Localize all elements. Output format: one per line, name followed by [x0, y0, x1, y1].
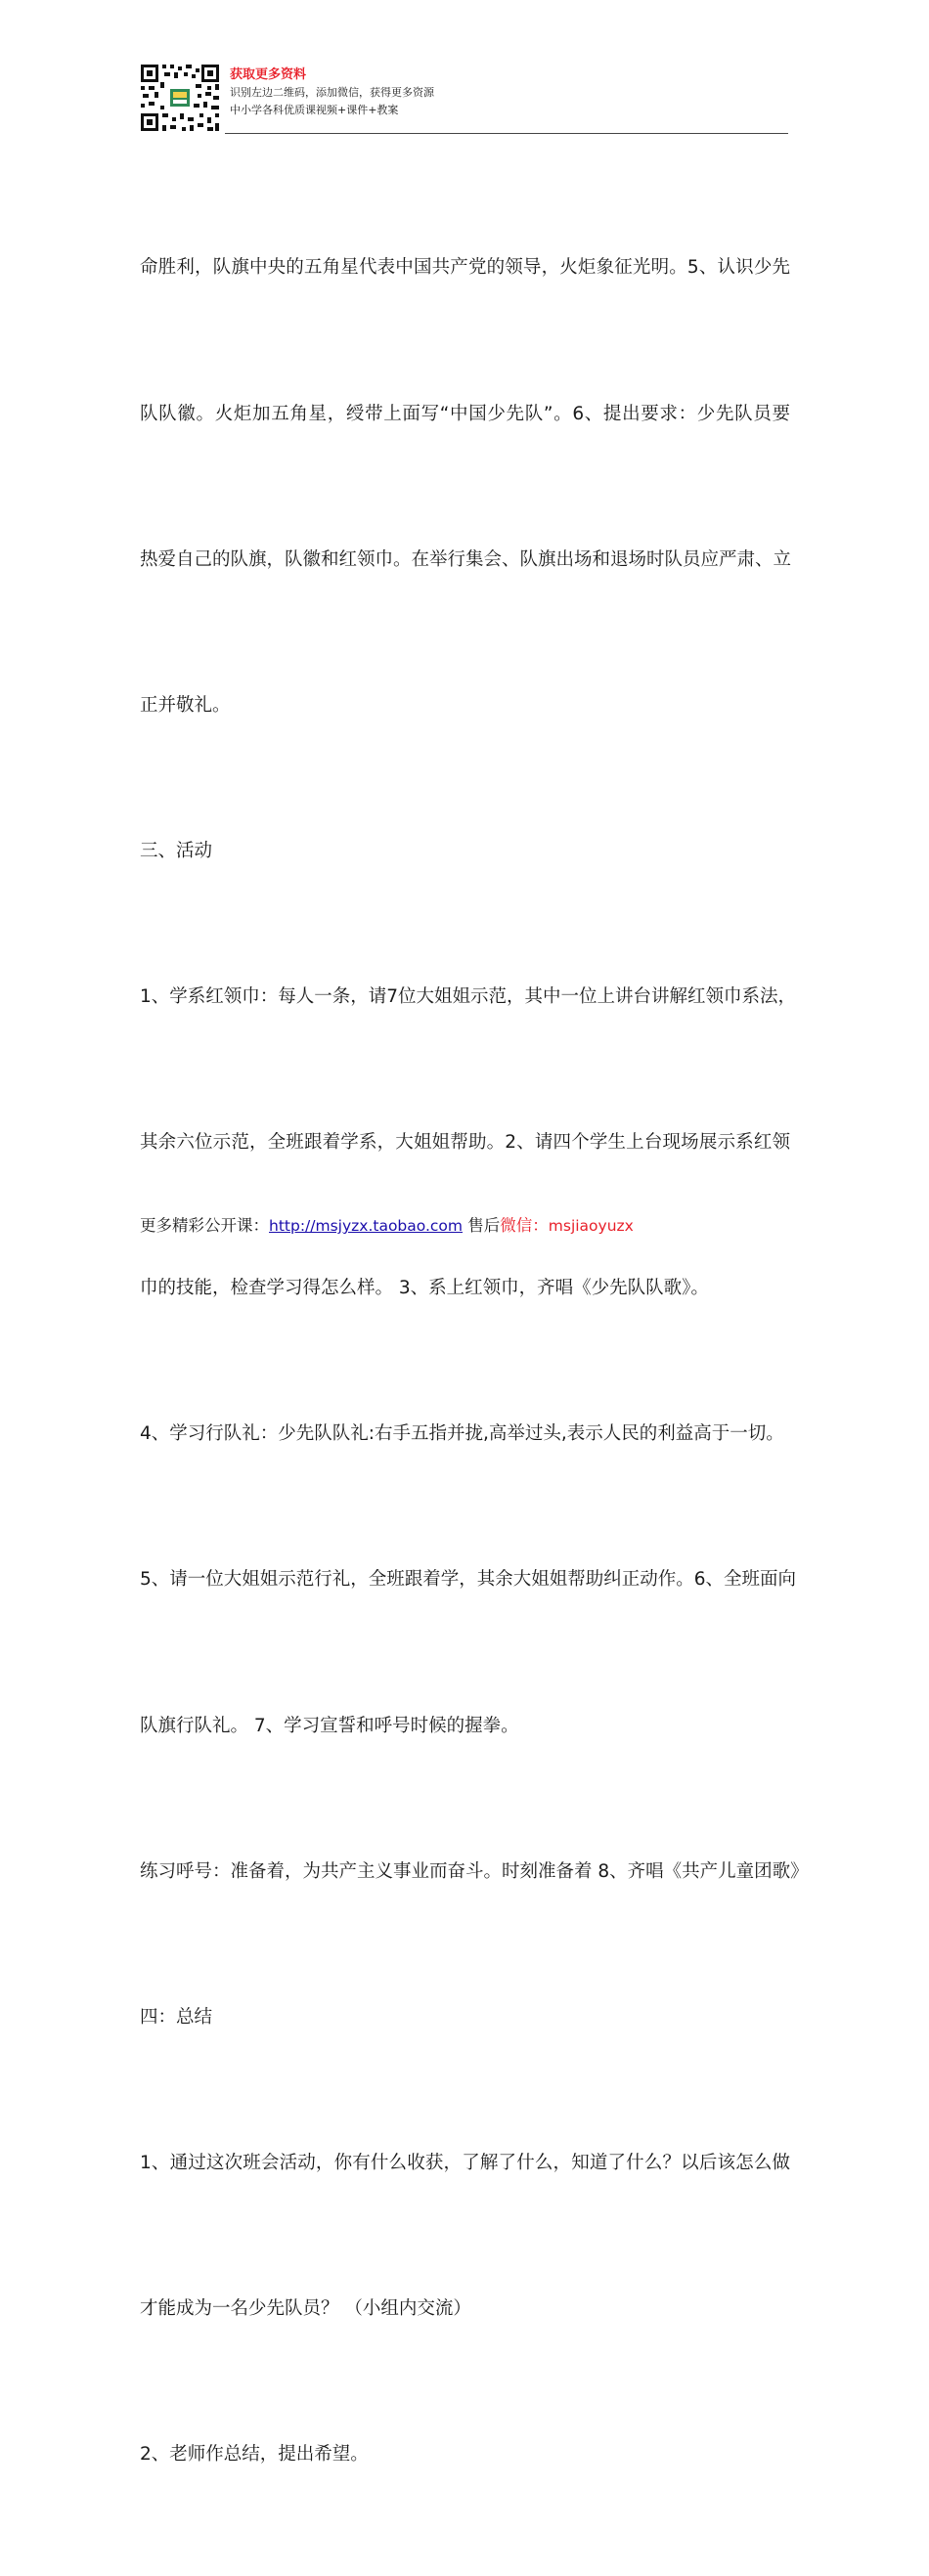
text-line: 5、请一位大姐姐示范行礼，全班跟着学，其余大姐姐帮助纠正动作。6、全班面向 [140, 1569, 797, 1591]
wechat-label: 微信： [500, 1216, 549, 1235]
text-line: 热爱自己的队旗，队徽和红领巾。在举行集会、队旗出场和退场时队员应严肃、立 [140, 548, 792, 570]
section-heading: 四：总结 [140, 2006, 213, 2028]
store-link[interactable]: http://msjyzx.taobao.com [269, 1217, 464, 1235]
text-line: 其余六位示范，全班跟着学系，大姐姐帮助。2、请四个学生上台现场展示系红领 [140, 1132, 790, 1154]
text-line: 1、通过这次班会活动，你有什么收获，了解了什么，知道了什么？以后该怎么做 [140, 2152, 790, 2173]
wechat-id: msjiaoyuzx [548, 1217, 634, 1235]
text-line: 才能成为一名少先队员？ （小组内交流） [140, 2297, 471, 2319]
promo-line-2: 中小学各科优质课视频+课件+教案 [230, 104, 399, 116]
text-line: 队队徽。火炬加五角星，绶带上面写“中国少先队”。6、提出要求：少先队员要 [140, 403, 790, 424]
promo-text [230, 66, 434, 119]
qr-code-icon [139, 63, 221, 133]
section-heading: 三、活动 [140, 840, 213, 861]
body-text [140, 147, 809, 2576]
footer-middle: 售后 [463, 1216, 501, 1235]
text-line: 1、学系红领巾：每人一条，请7位大姐姐示范，其中一位上讲台讲解红领巾系法， [140, 985, 797, 1007]
promo-title: 获取更多资料 [230, 67, 307, 82]
document-body [140, 147, 809, 2576]
text-line: 2、老师作总结，提出希望。 [140, 2444, 369, 2466]
text-line: 正并敬礼。 [140, 694, 231, 716]
header-divider [225, 133, 788, 134]
text-line: 巾的技能，检查学习得怎么样。 3、系上红领巾，齐唱《少先队队歌》。 [140, 1278, 709, 1299]
page-header [139, 61, 788, 135]
text-line: 4、学习行队礼：少先队队礼:右手五指并拢,高举过头,表示人民的利益高于一切。 [140, 1423, 784, 1445]
promo-line-1: 识别左边二维码，添加微信，获得更多资源 [230, 86, 434, 99]
text-line: 练习呼号：准备着，为共产主义事业而奋斗。时刻准备着 8、齐唱《共产儿童团歌》 [140, 1860, 809, 1882]
text-line: 命胜利，队旗中央的五角星代表中国共产党的领导，火炬象征光明。5、认识少先 [140, 257, 790, 279]
text-line: 队旗行队礼。 7、学习宣誓和呼号时候的握拳。 [140, 1715, 519, 1736]
page-footer [140, 1212, 634, 1236]
footer-prefix: 更多精彩公开课： [140, 1216, 269, 1235]
